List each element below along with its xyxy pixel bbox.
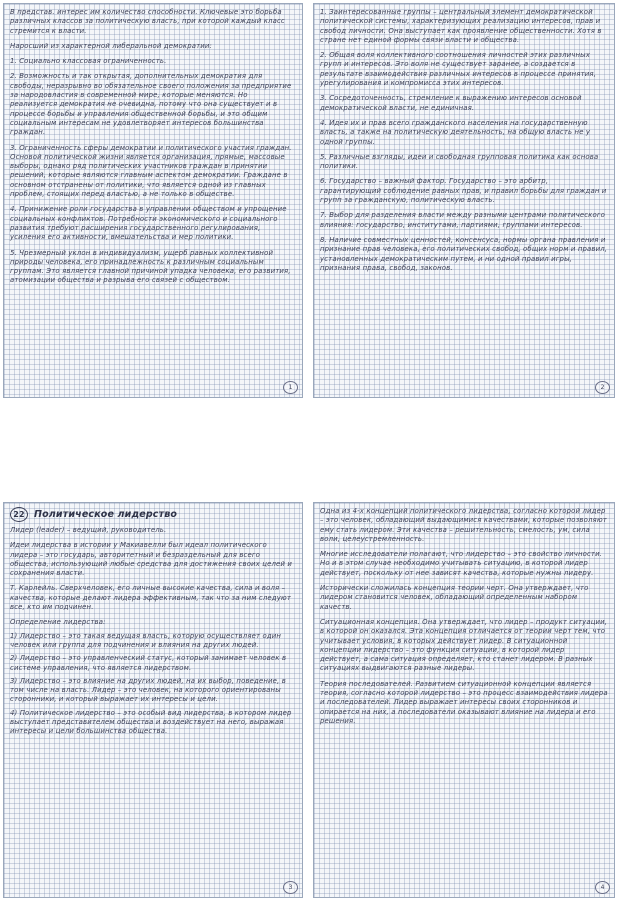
paragraph: 1) Лидерство – это такая ведущая власть, которую осуществляет один человек или группа для подчинения и влияния на других людей. xyxy=(10,631,282,649)
paragraph: Многие исследователи полагают, что лидерство – это свойство личности. Но и в этом случае необходимо учитывать ситуацию, в которой лидер действует, поскольку от нее зависят качества, которые нужны лидеру. xyxy=(320,550,603,577)
notebook-page-1 xyxy=(3,3,303,398)
paragraph: 3. Ограниченность сферы демократии и политического участия граждан. Основой политической жизни является организация, прямые, массовые выборы, однако ряд политических участников граждан в принятии решений, которые являются главным аспектом демократии. Граждане в основном отстранены от политики, что является одной из главных проблем, стоящих перед властью, а не только в обществе. xyxy=(10,143,292,199)
paragraph: В представ. интерес им количество способности. Ключевые это борьба различных классов за политическую власть, при которой каждый класс стремится к власти. xyxy=(10,8,285,35)
paragraph: 4) Политическое лидерство – это особый вид лидерства, в котором лидер выступает представителем общества и воздействует на него, выражая интересы и цели большинства общества. xyxy=(10,708,292,736)
paragraph: 2. Общая воля коллективного соотношения личностей этих различных групп и интересов. Это воля не существует заранее, а создается в результате взаимодействия различных интересов в процессе принятия, урегулирования и компромисса этих интересов. xyxy=(320,51,597,88)
title-text: Политическое лидерство xyxy=(34,509,178,520)
paragraph: 6. Государство – важный фактор. Государство – это арбитр, гарантирующий соблюдение равных прав, и правил борьбы для граждан и групп за гражданскую, политическую власть. xyxy=(320,177,607,205)
handwritten-text xyxy=(320,507,608,893)
paragraph: Идеи лидерства в истории у Макиавелли был идеал политического лидера – это государь, авторитетный и безраздельный для всего общества, использующий любые средства для достижения своих целей и сохранения власти. xyxy=(10,541,293,578)
paragraph: 4. Принижение роли государства в управлении обществом и упрощение социальных конфликтов. Потребности экономического и социального развития требуют расширения государственного регулирования, усиления его активности, вмешательства и мер политики. xyxy=(10,205,287,242)
paragraph: 5. Различные взгляды, идеи и свободная групповая политика как основа политики. xyxy=(320,152,599,171)
paragraph: 1. Социально классовая ограниченность. xyxy=(10,57,167,66)
handwritten-text xyxy=(320,8,608,393)
paragraph: 2) Лидерство – это управленческий статус, который занимает человек в системе управления, что является лидерством. xyxy=(10,654,287,672)
paragraph: 2. Возможность и так открытая, дополнительных демократия для свободы, неразрывно во обязательное своего положения за предприятие за народовластия в современной мире, которые меняются. Но реализуется демократия не очевидна, потому что она существует и в процессе борьбы и управления общественной борьбы, и это общим социальным интересам не удовлетворяет интересов большинства граждан. xyxy=(10,72,292,137)
paragraph: Теория последователей. Развитием ситуационной концепции является теория, согласно которой лидерство – это процесс взаимодействия лидера и последователей. Лидер выражает интересы своих сторонников и опирается на них, а последователи оказывают влияние на лидера и его решения. xyxy=(320,679,608,725)
paragraph: 1. Заинтересованные группы – центральный элемент демократической политической системы, характеризующих реализацию интересов, прав и свобод личности. Она выступает как проявление общественности. Хотя в стране нет единой формы связи власти и общества. xyxy=(320,8,602,44)
handwritten-text xyxy=(10,8,296,393)
question-number-badge: 22 xyxy=(10,507,28,522)
paragraph: 4. Идея их и прав всего гражданского населения на государственную власть, а также на политическую деятельность, на общую власть не у одной группы. xyxy=(320,118,591,146)
paragraph: Определение лидерства: xyxy=(10,618,106,627)
handwritten-text xyxy=(10,507,296,893)
paragraph: 8. Наличие совместных ценностей, консенсуса, нормы органа правления и признание прав человека, его политических свобод, общих норм и правил, установленных демократическим путем, и ни одной правил игры, признания права, свобод, законов. xyxy=(320,235,608,272)
paragraph: Лидер (leader) – ведущий, руководитель. xyxy=(10,526,167,534)
paragraph: Исторически сложилась концепция теории черт. Она утверждает, что лидером становится человек, обладающий определенным набором качеств. xyxy=(320,584,589,611)
notebook-page-2 xyxy=(313,3,615,398)
page-number: 4 xyxy=(595,881,610,894)
page-title xyxy=(10,507,296,522)
notebook-page-4 xyxy=(313,502,615,898)
paragraph: Ситуационная концепция. Она утверждает, что лидер – продукт ситуации, в которой он оказался. Эта концепция отличается от теории черт тем, что учитывает условия, в которых действует лидер. В ситуационной концепции лидерство – это функция ситуации, в которой лидер действует, а сама ситуация определяет, кто станет лидером. В разных ситуациях выдвигаются разные лидеры. xyxy=(320,617,608,673)
page-number: 3 xyxy=(283,881,298,894)
paragraph: 3) Лидерство – это влияние на других людей, на их выбор, поведение, в том числе на власть. Лидер – это человек, на которого ориентированы сторонники, и который выражает их интересы и цели. xyxy=(10,676,286,704)
paragraph: Наросший из характерной либеральной демократии: xyxy=(10,41,212,50)
paragraph: Т. Карлейль. Сверхчеловек, его личные высокие качества, сила и воля – качества, которые делают лидера эффективным, так что за ним следуют все, кто им подчинен. xyxy=(10,584,292,612)
notebook-page-3 xyxy=(3,502,303,898)
page-number: 2 xyxy=(595,381,610,394)
paragraph: 3. Сосредоточенность, стремление к выражению интересов основой демократической власти, не единичная. xyxy=(320,94,582,112)
paragraph: Одна из 4-х концепций политического лидерства, согласно которой лидер – это человек, обладающий выдающимися качествами, которые позволяют ему стать лидером. Эти качества – решительность, смелость, ум, сила воли, целеустремленность. xyxy=(320,507,607,543)
paragraph: 7. Выбор для разделения власти между разными центрами политического влияния: государство, институтами, партиями, группами интересов. xyxy=(320,211,605,229)
page-number: 1 xyxy=(283,381,298,394)
paragraph: 5. Чрезмерный уклон в индивидуализм, ущерб равных коллективной природы человека, его принадлежность к различным социальным группам. Это является главной причиной упадка человека, его развития, атомизации общества и разрыва его связей с обществом. xyxy=(10,248,291,285)
